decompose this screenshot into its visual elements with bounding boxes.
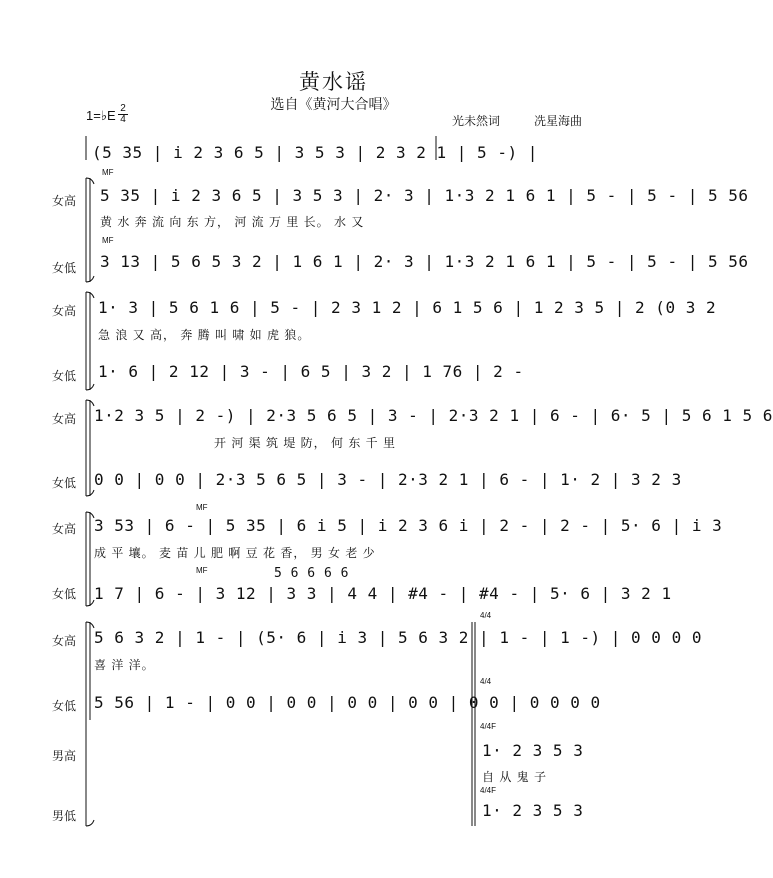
alto-notes: 3 13 | 5 6 5 3 2 | 1 6 1 | 2· 3 | 1·3 2 1 6 1 | 5 - | 5 - | 5 56 (100, 252, 749, 271)
part-label-alto: 女低 (52, 369, 77, 383)
dynamic-mark: MF (196, 503, 208, 512)
part-label-tenor: 男高 (52, 749, 77, 763)
dynamic-mark: MF (102, 236, 114, 245)
meter-change: 4/4 (480, 611, 492, 620)
soprano-notes: 1·2 3 5 | 2 -) | 2·3 5 6 5 | 3 - | 2·3 2 1 | 6 - | 6· 5 | 5 6 1 5 6 (94, 406, 773, 425)
soprano-notes: 3 53 | 6 - | 5 35 | 6 i 5 | i 2 3 6 i | 2 - | 2 - | 5· 6 | i 3 (94, 516, 723, 535)
intro-line: (5 35 | i 2 3 6 5 | 3 5 3 | 2 3 2 1 | 5 -) | (92, 143, 538, 162)
soprano-lyric: 急 浪 又 高， 奔 腾 叫 啸 如 虎 狼。 (98, 328, 311, 342)
key-signature: 1=♭E (86, 108, 116, 123)
soprano-lyric: 黄 水 奔 流 向 东 方， 河 流 万 里 长。 水 又 (100, 215, 365, 229)
meter-change: 4/4F (480, 786, 497, 795)
meter-bottom: 4 (120, 114, 126, 125)
part-label-alto: 女低 (52, 699, 77, 713)
tenor-notes: 1· 2 3 5 3 (482, 741, 584, 760)
meter-top: 2 (120, 103, 126, 114)
soprano-notes: 5 35 | i 2 3 6 5 | 3 5 3 | 2· 3 | 1·3 2 1 6 1 | 5 - | 5 - | 5 56 (100, 186, 749, 205)
meter-change: 4/4 (480, 677, 492, 686)
dynamic-mark: MF (102, 168, 114, 177)
part-label-soprano: 女高 (52, 194, 77, 208)
part-label-bass: 男低 (52, 809, 77, 823)
alto-notes: 5 56 | 1 - | 0 0 | 0 0 | 0 0 | 0 0 | 0 0 | 0 0 0 0 (94, 693, 601, 712)
meter-change: 4/4F (480, 722, 497, 731)
part-label-soprano: 女高 (52, 304, 77, 318)
soprano-notes: 1· 3 | 5 6 1 6 | 5 - | 2 3 1 2 | 6 1 5 6 | 1 2 3 5 | 2 (0 3 2 (98, 298, 717, 317)
part-label-soprano: 女高 (52, 634, 77, 648)
tenor-lyric: 自 从 鬼 子 (482, 770, 548, 784)
lyricist: 光未然词 (452, 114, 501, 128)
part-label-soprano: 女高 (52, 412, 77, 426)
soprano-notes: 5 6 3 2 | 1 - | (5· 6 | i 3 | 5 6 3 2 | 1 - | 1 -) | 0 0 0 0 (94, 628, 702, 647)
composer: 冼星海曲 (534, 114, 583, 128)
song-subtitle: 选自《黄河大合唱》 (270, 96, 397, 112)
alto-notes: 1· 6 | 2 12 | 3 - | 6 5 | 3 2 | 1 76 | 2 - (98, 362, 524, 381)
soprano-lyric: 喜 洋 洋。 (94, 658, 155, 672)
soprano-lyric: 成 平 壤。 麦 苗 儿 肥 啊 豆 花 香， 男 女 老 少 (94, 546, 376, 560)
part-label-alto: 女低 (52, 587, 77, 601)
part-label-alto: 女低 (52, 261, 77, 275)
part-label-alto: 女低 (52, 476, 77, 490)
alto-notes: 0 0 | 0 0 | 2·3 5 6 5 | 3 - | 2·3 2 1 | 6 - | 1· 2 | 3 2 3 (94, 470, 682, 489)
soprano-lyric: 开 河 渠 筑 堤 防， 何 东 千 里 (214, 436, 397, 450)
dynamic-mark: MF (196, 566, 208, 575)
alto-notes: 1 7 | 6 - | 3 12 | 3 3 | 4 4 | #4 - | #4 - | 5· 6 | 3 2 1 (94, 584, 672, 603)
bass-notes: 1· 2 3 5 3 (482, 801, 584, 820)
alto-upper-voice: 5 6 6 6 6 (274, 566, 349, 581)
part-label-soprano: 女高 (52, 522, 77, 536)
song-title: 黄水谣 (299, 71, 368, 94)
